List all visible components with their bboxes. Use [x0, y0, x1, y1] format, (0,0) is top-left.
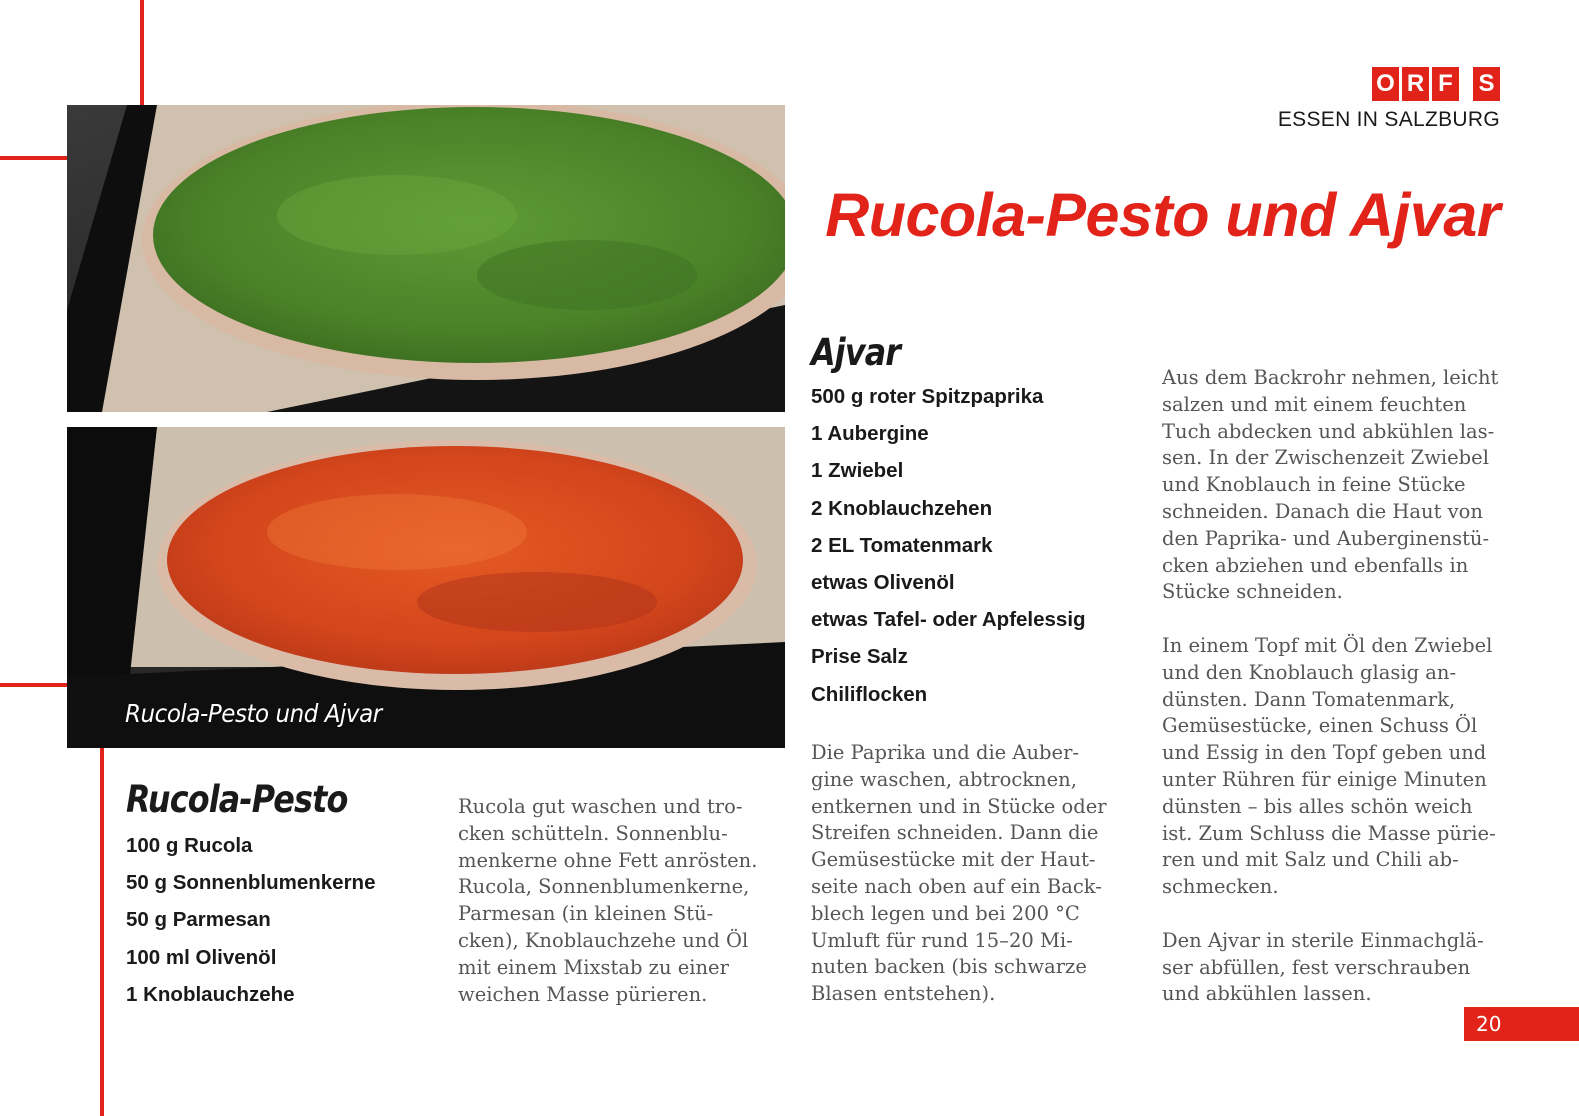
instruction-paragraph: Die Paprika und die Auber- gine waschen, abtrocknen, entkernen und in Stücke oder Streifen schneiden. Dann die Gemüsestücke mit der Haut- seite nach oben auf ein Back- blech legen und bei 200 °C Umluft für rund 15–20 Mi- nuten backen (bis schwarze Blasen entstehen).: [811, 741, 1107, 1006]
ingredient-item: Prise Salz: [811, 645, 908, 669]
photo-ajvar: [67, 427, 785, 748]
instruction-paragraph: Den Ajvar in sterile Einmachglä- ser abfüllen, fest verschrauben und abkühlen lassen.: [1162, 928, 1484, 1006]
ajvar-heading: Ajvar: [811, 331, 901, 374]
ingredient-item: 1 Aubergine: [811, 422, 929, 446]
logo-separator: [1462, 67, 1470, 101]
ingredient-item: etwas Tafel- oder Apfelessig: [811, 608, 1086, 632]
instruction-paragraph: Rucola gut waschen und tro- cken schütteln. Sonnenblu- menkerne ohne Fett anrösten. Rucola, Sonnenblumenkerne, Parmesan (in kleinen Stü- cken), Knoblauchzehe und Öl mit einem Mixstab zu einer weichen Masse pürieren.: [458, 795, 758, 1006]
instruction-paragraph: In einem Topf mit Öl den Zwiebel und den Knoblauch glasig an- dünsten. Dann Tomatenmark, Gemüsestücke, einen Schuss Öl und Essig in den Topf geben und unter Rühren für einige Minuten dünsten – bis alles schön weich ist. Zum Schluss die Masse pürie- ren und mit Salz und Chili ab- schmecken.: [1162, 633, 1496, 899]
photo-rucola-illustration: [67, 105, 785, 412]
orf-logo: [1372, 67, 1500, 101]
ajvar-ingredients: [811, 378, 1086, 713]
ingredient-item: 50 g Sonnenblumenkerne: [126, 871, 376, 895]
ingredient-item: 100 ml Olivenöl: [126, 945, 277, 969]
page-number: 20: [1464, 1007, 1579, 1041]
ajvar-instructions-col1: [811, 740, 1107, 1008]
ingredient-item: 2 Knoblauchzehen: [811, 496, 993, 520]
rucola-instructions: [458, 794, 757, 1008]
logo-letter: R: [1402, 67, 1429, 101]
brand-subtitle: ESSEN IN SALZBURG: [1277, 108, 1500, 131]
ajvar-instructions-col2: [1162, 365, 1498, 1008]
photo-rucola-pesto: [67, 105, 785, 412]
ingredient-item: 100 g Rucola: [126, 834, 253, 857]
logo-letter: O: [1372, 67, 1399, 101]
rucola-ingredients: [126, 827, 375, 1013]
photo-caption: Rucola-Pesto und Ajvar: [125, 699, 382, 728]
ingredient-item: etwas Olivenöl: [811, 571, 955, 595]
ingredient-item: 2 EL Tomatenmark: [811, 533, 993, 557]
ingredient-item: 1 Knoblauchzehe: [126, 982, 295, 1006]
logo-letter: S: [1473, 67, 1500, 101]
ingredient-item: 1 Zwiebel: [811, 459, 904, 483]
page-title: Rucola-Pesto und Ajvar: [825, 181, 1500, 249]
ingredient-item: 50 g Parmesan: [126, 908, 271, 932]
logo-letter: F: [1432, 67, 1459, 101]
ingredient-item: 500 g roter Spitzpaprika: [811, 385, 1044, 408]
instruction-paragraph: Aus dem Backrohr nehmen, leicht salzen und mit einem feuchten Tuch abdecken und abkühlen las- sen. In der Zwischenzeit Zwiebel und Knoblauch in feine Stücke schneiden. Danach die Haut von den Paprika- und Auberginenstü- cken abziehen und ebenfalls in Stücke schneiden.: [1162, 366, 1499, 604]
ingredient-item: Chiliflocken: [811, 682, 928, 706]
rucola-heading: Rucola-Pesto: [126, 778, 348, 821]
